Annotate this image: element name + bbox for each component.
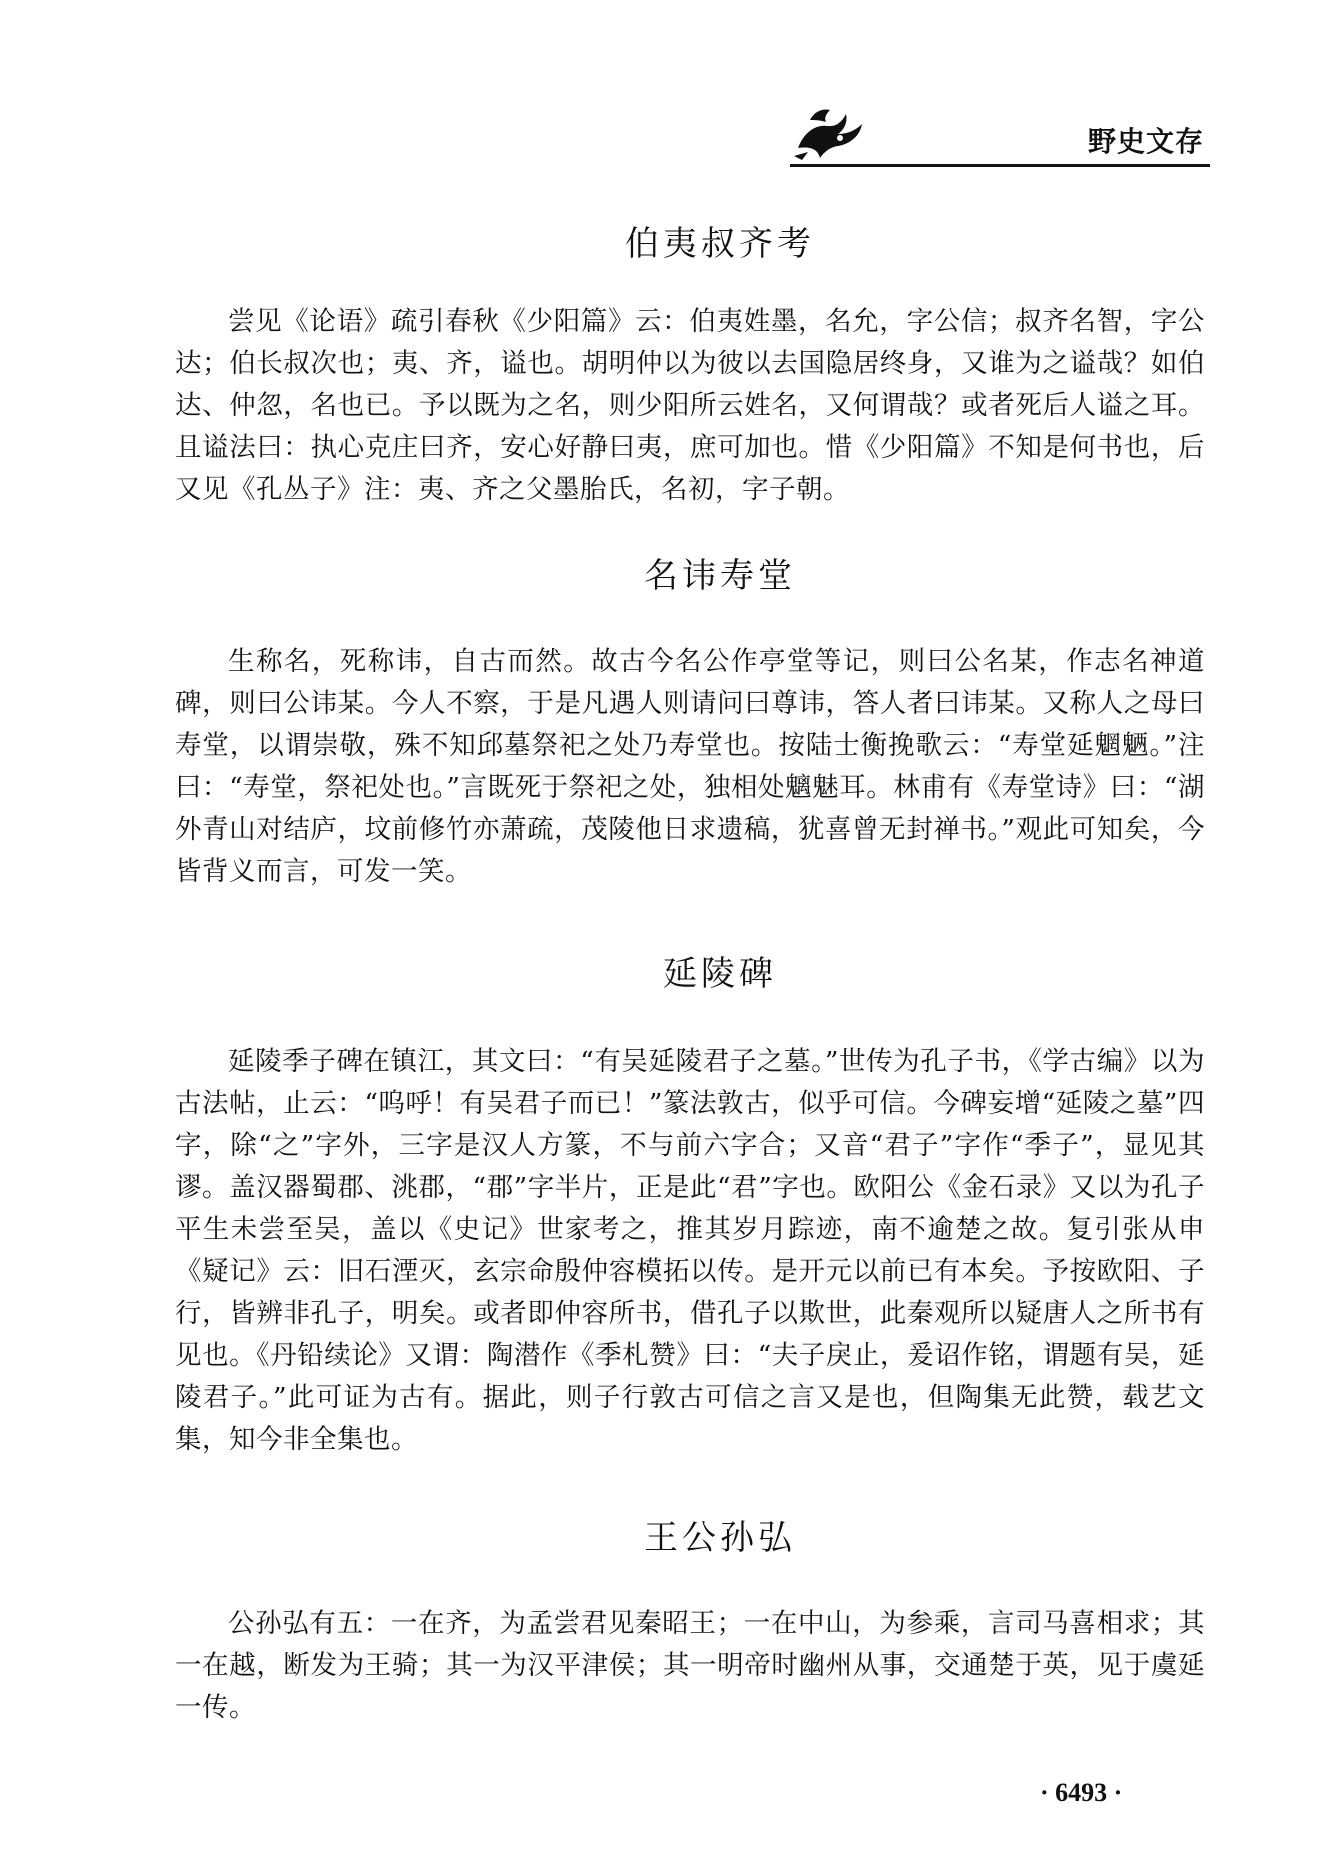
series-title: 野史文存 [1087,125,1204,158]
section-title: 王公孙弘 [644,1518,796,1558]
page-content [175,215,1205,1729]
section-body: 公孙弘有五：一在齐，为孟尝君见秦昭王；一在中山，为参乘，言司马喜相求；其一在越，断发为王骑；其一为汉平津侯；其一明帝时幽州从事，交通楚于英，见于虞延一传。 [175,1608,1205,1723]
running-header [790,98,1210,167]
page-number: · 6493 · [1040,1778,1123,1807]
section-title: 延陵碑 [663,954,777,994]
section-title: 名讳寿堂 [644,556,796,596]
section-body: 尝见《论语》疏引春秋《少阳篇》云：伯夷姓墨，名允，字公信；叔齐名智，字公达；伯长叔次也；夷、齐，谥也。胡明仲以为彼以去国隐居终身，又谁为之谥哉？如伯达、仲忽，名也已。予以既为之名，则少阳所云姓名，又何谓哉？或者死后人谥之耳。且谥法曰：执心克庄曰齐，安心好静曰夷，庶可加也。惜《少阳篇》不知是何书也，后又见《孔丛子》注：夷、齐之父墨胎氏，名初，字子朝。 [175,306,1205,505]
section-body: 延陵季子碑在镇江，其文曰：“有吴延陵君子之墓。”世传为孔子书，《学古编》以为古法帖，止云：“呜呼！有吴君子而已！”篆法敦古，似乎可信。今碑妄增“延陵之墓”四字，除“之”字外，三字是汉人方篆，不与前六字合；又音“君子”字作“季子”，显见其谬。盖汉器蜀郡、洮郡，“郡”字半片，正是此“君”字也。欧阳公《金石录》又以为孔子平生未尝至吴，盖以《史记》世家考之，推其岁月踪迹，南不逾楚之故。复引张从申《疑记》云：旧石湮灭，玄宗命殷仲容模拓以传。是开元以前已有本矣。予按欧阳、子行，皆辨非孔子，明矣。或者即仲容所书，借孔子以欺世，此秦观所以疑唐人之所书有见也。《丹铅续论》又谓：陶潜作《季札赞》曰：“夫子戾止，爰诏作铭，谓题有吴，延陵君子。”此可证为古有。据此，则子行敦古可信之言又是也，但陶集无此赞，载艺文集，知今非全集也。 [175,1046,1205,1455]
section-body: 生称名，死称讳，自古而然。故古今名公作亭堂等记，则曰公名某，作志名神道碑，则曰公讳某。今人不察，于是凡遇人则请问曰尊讳，答人者曰讳某。又称人之母曰寿堂，以谓崇敬，殊不知邱墓祭祀之处乃寿堂也。按陆士衡挽歌云：“寿堂延魍魉。”注曰：“寿堂，祭祀处也。”言既死于祭祀之处，独相处魑魅耳。林甫有《寿堂诗》曰：“湖外青山对结庐，坟前修竹亦萧疏，茂陵他日求遗稿，犹喜曾无封禅书。”观此可知矣，今皆背义而言，可发一笑。 [175,646,1205,887]
section-title: 伯夷叔齐考 [625,224,815,264]
dragon-emblem-icon [790,102,868,162]
